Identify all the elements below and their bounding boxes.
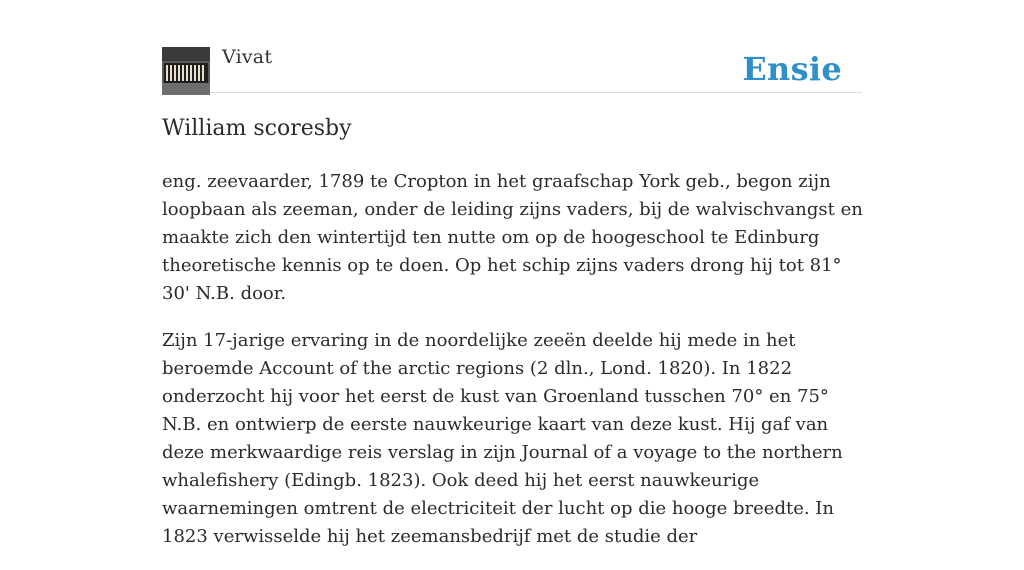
- article-body: [162, 168, 870, 570]
- article-paragraph: Zijn 17-jarige ervaring in de noordelijke zeeën deelde hij mede in het beroemde Account of the arctic regions (2 dln., Lond. 1820). In 1822 onderzocht hij voor het eerst de kust van Groenland tusschen 70° en 75° N.B. en ontwierp de eerste nauwkeurige kaart van deze kust. Hij gaf van deze merkwaardige reis verslag in zijn Journal of a voyage to the northern whalefishery (Edingb. 1823). Ook deed hij het eerst nauwkeurige waarnemingen omtrent de electriciteit der lucht op die hooge breedte. In 1823 verwisselde hij het zeemansbedrijf met de studie der: [162, 330, 843, 547]
- header: [162, 0, 862, 93]
- author-name[interactable]: Vivat: [222, 46, 273, 68]
- page: [162, 0, 863, 547]
- article-title: William scoresby: [162, 116, 352, 141]
- brand-logo[interactable]: Ensie: [742, 50, 842, 88]
- bookshelf-avatar-icon[interactable]: [162, 47, 210, 95]
- article-paragraph: eng. zeevaarder, 1789 te Cropton in het graafschap York geb., begon zijn loopbaan als zeeman, onder de leiding zijns vaders, bij de walvischvangst en maakte zich den wintertijd ten nutte om op de hoogeschool te Edinburg theoretische kennis op te doen. Op het schip zijns vaders drong hij tot 81° 30' N.B. door.: [162, 171, 863, 304]
